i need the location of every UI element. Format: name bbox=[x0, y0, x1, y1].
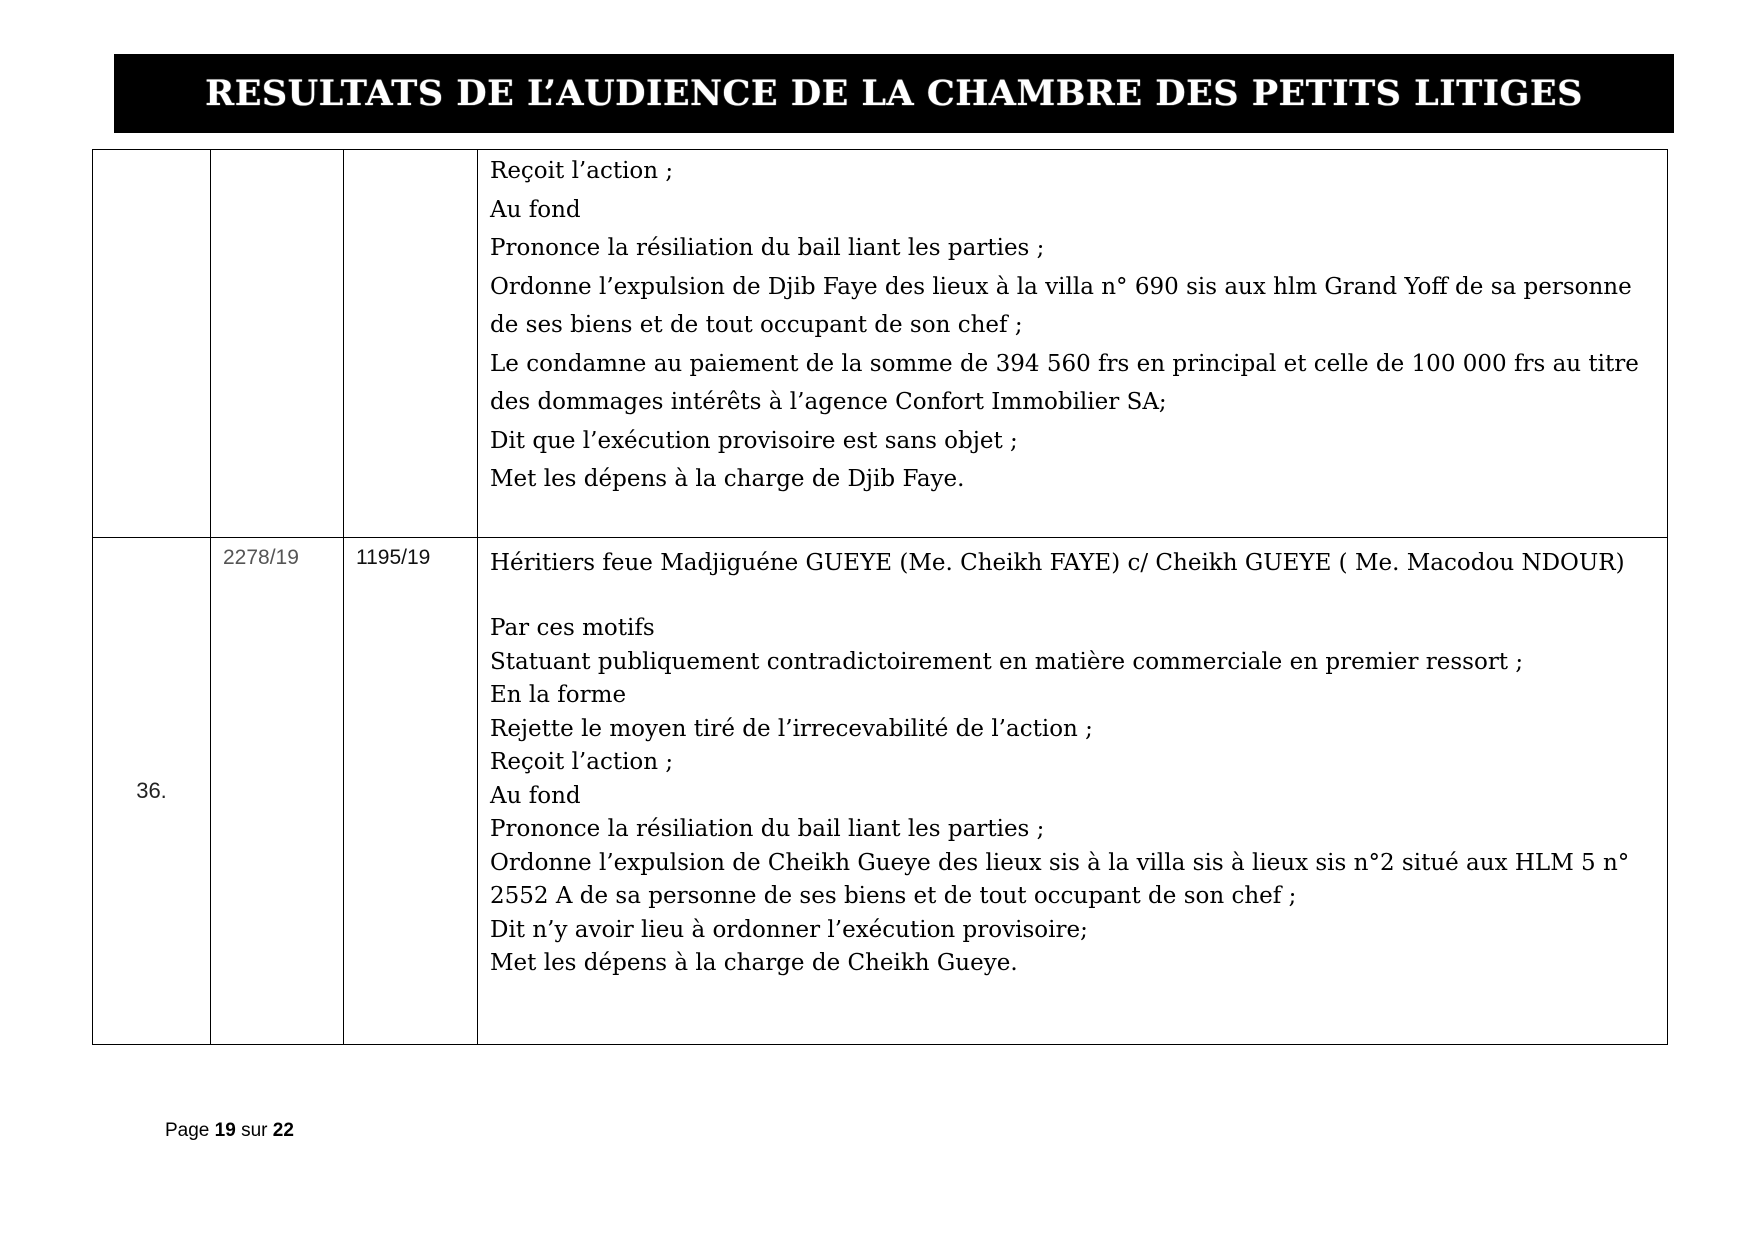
results-table bbox=[92, 149, 1668, 1045]
page-footer bbox=[165, 1120, 294, 1142]
judgment-number bbox=[344, 150, 477, 158]
decision-cell bbox=[478, 150, 1668, 538]
judgment-number: 1195/19 bbox=[356, 546, 431, 569]
decision-line: Au fond bbox=[490, 196, 581, 223]
decision-line: Prononce la résiliation du bail liant les parties ; bbox=[490, 235, 1045, 261]
page-title: RESULTATS DE L’AUDIENCE DE LA CHAMBRE DES PETITS LITIGES bbox=[205, 73, 1583, 114]
rg-number-cell bbox=[211, 538, 344, 1045]
decision-line: Au fond bbox=[490, 782, 581, 809]
case-number: 36. bbox=[136, 778, 167, 803]
decision-line: Reçoit l’action ; bbox=[490, 158, 674, 184]
case-parties: Héritiers feue Madjiguéne GUEYE (Me. Cheikh FAYE) c/ Cheikh GUEYE ( Me. Macodou NDOUR) bbox=[490, 550, 1625, 576]
decision-line: Ordonne l’expulsion de Djib Faye des lieux à la villa n° 690 sis aux hlm Grand Yoff de sa personne bbox=[490, 273, 1632, 300]
decision-line: Le condamne au paiement de la somme de 394 560 frs en principal et celle de 100 000 frs au titre bbox=[490, 350, 1639, 377]
decision-text bbox=[478, 150, 1667, 499]
decision-cell bbox=[478, 538, 1668, 1045]
decision-line: Ordonne l’expulsion de Cheikh Gueye des lieux sis à la villa sis à lieux sis n°2 situé aux HLM 5 n° bbox=[490, 849, 1630, 876]
decision-line: Met les dépens à la charge de Cheikh Gueye. bbox=[490, 950, 1018, 976]
decision-line: Statuant publiquement contradictoirement en matière commerciale en premier ressort ; bbox=[490, 648, 1524, 675]
decision-line: En la forme bbox=[490, 682, 627, 708]
rg-number: 2278/19 bbox=[223, 546, 299, 569]
decision-line: 2552 A de sa personne de ses biens et de tout occupant de son chef ; bbox=[490, 883, 1297, 909]
decision-line: Dit que l’exécution provisoire est sans objet ; bbox=[490, 427, 1018, 454]
page-current: 19 bbox=[214, 1120, 236, 1141]
judgment-number-cell bbox=[344, 150, 478, 538]
decision-line: Met les dépens à la charge de Djib Faye. bbox=[490, 466, 965, 492]
case-number-cell bbox=[93, 538, 211, 1045]
page-total: 22 bbox=[272, 1120, 294, 1141]
decision-line: des dommages intérêts à l’agence Confort Immobilier SA; bbox=[490, 389, 1167, 415]
table-row bbox=[93, 538, 1668, 1045]
decision-text bbox=[478, 538, 1667, 981]
judgment-number-cell bbox=[344, 538, 478, 1045]
spacer bbox=[490, 580, 1655, 612]
page-separator: sur bbox=[241, 1120, 268, 1141]
rg-number-cell bbox=[211, 150, 344, 538]
page-label: Page bbox=[165, 1120, 210, 1141]
table-row bbox=[93, 150, 1668, 538]
decision-line: Reçoit l’action ; bbox=[490, 749, 674, 775]
decision-line: Prononce la résiliation du bail liant les parties ; bbox=[490, 816, 1045, 842]
case-number-cell bbox=[93, 150, 211, 538]
decision-line: Par ces motifs bbox=[490, 615, 655, 641]
decision-line: Dit n’y avoir lieu à ordonner l’exécution provisoire; bbox=[490, 916, 1088, 943]
rg-number bbox=[211, 150, 343, 158]
header-banner bbox=[114, 54, 1674, 133]
decision-line: Rejette le moyen tiré de l’irrecevabilité de l’action ; bbox=[490, 715, 1093, 742]
decision-line: de ses biens et de tout occupant de son chef ; bbox=[490, 312, 1023, 338]
